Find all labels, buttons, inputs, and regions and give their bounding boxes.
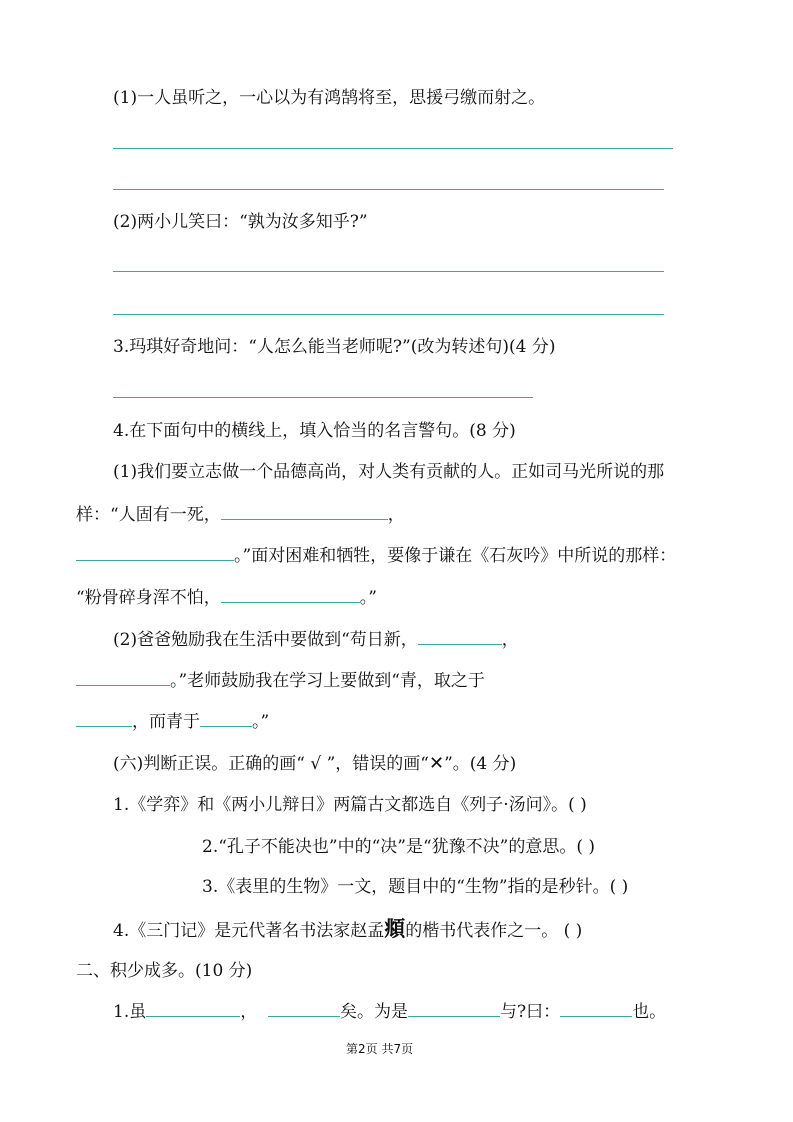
section6-item-4 (113, 916, 583, 941)
fill-blank[interactable] (76, 712, 132, 727)
fill-blank[interactable] (76, 671, 170, 686)
page-footer: 第2页 共7页 (346, 1042, 414, 1056)
fill-blank[interactable] (146, 1002, 240, 1017)
fill-blank[interactable] (268, 1002, 340, 1017)
fill-blank[interactable] (560, 1002, 632, 1017)
text: 頫 (384, 916, 406, 941)
text: 样：“人固有一死， (76, 505, 221, 525)
fill-blank[interactable] (408, 1002, 500, 1017)
text: 4.《三门记》是元代著名书法家赵孟 (113, 921, 385, 941)
text: 也。 (632, 1002, 667, 1022)
text: 。”面对困难和牺牲，要像于谦在《石灰吟》中所说的那样： (234, 546, 677, 566)
answer-line[interactable] (113, 148, 673, 149)
text: ， (387, 505, 405, 525)
section6-title (113, 754, 516, 774)
q2-item1: (1)一人虽听之，一心以为有鸿鹄将至，思援弓缴而射之。 (113, 88, 546, 108)
text: 与?曰： (500, 1002, 561, 1022)
section6-item-1: 1.《学弈》和《两小儿辩日》两篇古文都选自《列子·汤问》。( ) (113, 795, 587, 815)
q4-p2-line2 (76, 671, 485, 691)
text: ”。(4 分) (444, 754, 517, 774)
text: 。” (252, 712, 270, 732)
text: ，而青于 (132, 712, 200, 732)
q4-p2-line1 (113, 630, 519, 650)
text: 。”老师鼓励我在学习上要做到“青，取之于 (170, 671, 485, 691)
q4-p1-line1: (1)我们要立志做一个品德高尚，对人类有贡献的人。正如司马光所说的那 (113, 462, 665, 482)
fill-blank[interactable] (221, 588, 360, 603)
answer-line[interactable] (113, 314, 664, 315)
text: 1.虽 (113, 1002, 147, 1022)
part2-title: 二、积少成多。(10 分) (76, 961, 253, 981)
cross-mark-icon: ✕ (428, 753, 445, 774)
q4-p1-line2 (76, 505, 405, 525)
q4-p1-line4 (76, 588, 377, 608)
text: ， (501, 630, 519, 650)
text: 矣。为是 (340, 1002, 409, 1022)
fill-blank[interactable] (418, 630, 502, 645)
text: (六)判断正误。正确的画“ √ ”，错误的画“ (113, 754, 429, 774)
section6-item-2: 2.“孔子不能决也”中的“决”是“犹豫不决”的意思。( ) (202, 837, 596, 857)
text: 。” (359, 588, 377, 608)
fill-blank[interactable] (76, 546, 234, 561)
q3-prompt: 3.玛琪好奇地问：“人怎么能当老师呢?”(改为转述句)(4 分) (113, 337, 556, 357)
answer-line[interactable] (113, 397, 533, 398)
fill-blank[interactable] (221, 505, 388, 520)
q2-item2: (2)两小儿笑曰：“孰为汝多知乎?” (113, 212, 368, 232)
answer-line[interactable] (113, 271, 664, 272)
section6-item-3: 3.《表里的生物》一文，题目中的“生物”指的是秒针。( ) (202, 877, 629, 897)
part2-q1 (113, 1002, 666, 1022)
q4-p2-line3 (76, 712, 269, 732)
answer-line[interactable] (113, 189, 664, 190)
text: (2)爸爸勉励我在生活中要做到“苟日新， (113, 630, 418, 650)
fill-blank[interactable] (200, 712, 252, 727)
text: “粉骨碎身浑不怕， (76, 588, 221, 608)
q4-title: 4.在下面句中的横线上，填入恰当的名言警句。(8 分) (113, 421, 516, 441)
q4-p1-line3 (76, 546, 676, 566)
text: ， (240, 1002, 258, 1022)
text: 的楷书代表作之一。 ( ) (405, 921, 583, 941)
